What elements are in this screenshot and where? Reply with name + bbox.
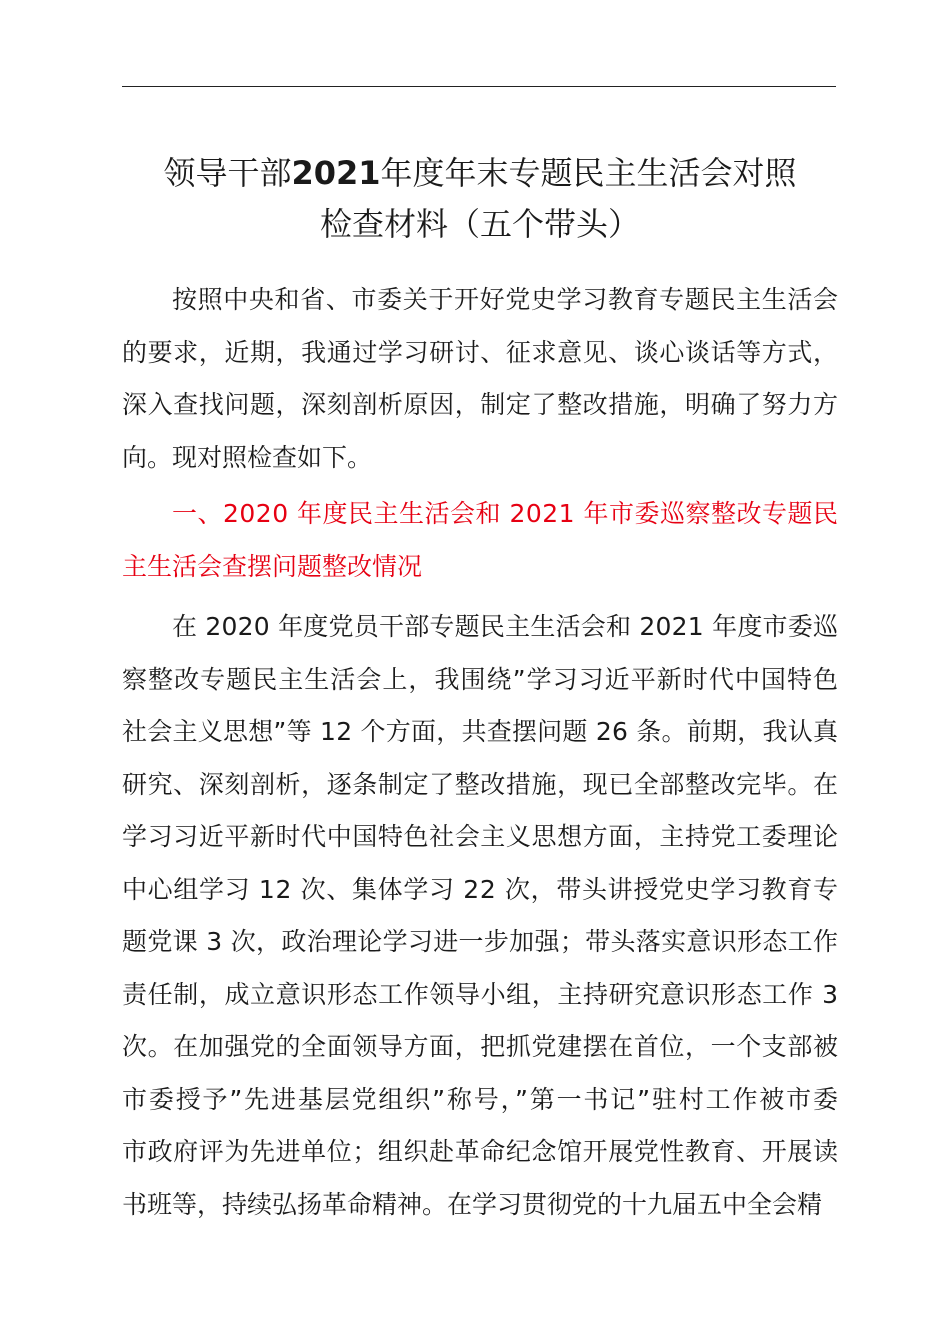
intro-line-4: 向。现对照检查如下。 (122, 442, 373, 472)
intro-line-3: 深入查找问题，深刻剖析原因，制定了整改措施，明确了努力方 (122, 390, 839, 419)
section-1-heading-line-1: 一、2020 年度民主生活会和 2021 年市委巡察整改专题民 (172, 499, 839, 528)
section-1-line-9: 次。在加强党的全面领导方面，把抓党建摆在首位，一个支部被 (122, 1032, 839, 1061)
section-1-line-11: 市政府评为先进单位；组织赴革命纪念馆开展党性教育、开展读 (122, 1137, 839, 1166)
intro-paragraph (122, 274, 838, 484)
section-1-line-5: 学习习近平新时代中国特色社会主义思想方面，主持党工委理论 (122, 822, 839, 851)
section-1-heading-line-2: 主生活会查摆问题整改情况 (122, 551, 423, 581)
document-title (100, 148, 860, 250)
title-line-1 (100, 148, 860, 199)
title-line-2: 检查材料（五个带头） (319, 205, 640, 243)
section-1-line-6: 中心组学习 12 次、集体学习 22 次，带头讲授党史学习教育专 (122, 874, 839, 904)
section-1-line-3: 社会主义思想”等 12 个方面，共查摆问题 26 条。前期，我认真 (122, 717, 839, 746)
section-1-line-1: 在 2020 年度党员干部专题民主生活会和 2021 年度市委巡 (172, 612, 839, 641)
section-1-line-8: 责任制，成立意识形态工作领导小组，主持研究意识形态工作 3 (122, 979, 839, 1009)
title-prefix: 领导干部 (163, 154, 292, 192)
intro-line-2: 的要求，近期，我通过学习研讨、征求意见、谈心谈话等方式， (122, 337, 839, 367)
header-rule (122, 86, 836, 87)
section-1-paragraph (122, 601, 838, 1231)
section-1-line-4: 研究、深刻剖析，逐条制定了整改措施，现已全部整改完毕。在 (122, 769, 839, 799)
section-1-line-7: 题党课 3 次，政治理论学习进一步加强；带头落实意识形态工作 (122, 927, 839, 956)
intro-line-1: 按照中央和省、市委关于开好党史学习教育专题民主生活会 (172, 285, 839, 314)
section-1-line-10: 市委授予”先进基层党组织”称号，”第一书记”驻村工作被市委 (122, 1084, 840, 1114)
section-1-heading (122, 488, 838, 593)
title-suffix: 年度年末专题民主生活会对照 (380, 154, 797, 192)
title-year: 2021 (291, 154, 381, 192)
section-1-line-12: 书班等，持续弘扬革命精神。在学习贯彻党的十九届五中全会精 (122, 1189, 823, 1219)
section-1-line-2: 察整改专题民主生活会上，我围绕”学习习近平新时代中国特色 (122, 664, 840, 694)
